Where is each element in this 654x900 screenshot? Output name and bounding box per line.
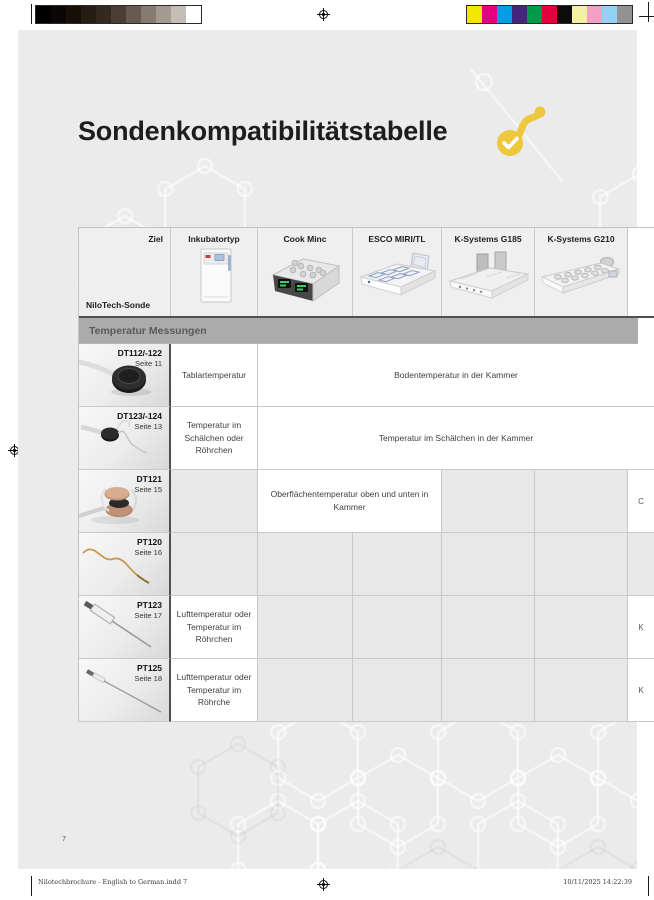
empty-cell: [535, 533, 628, 596]
grayscale-swatch: [186, 6, 201, 23]
device-column-g210: [535, 228, 628, 316]
color-swatch: [482, 6, 497, 23]
value-cell: [171, 407, 258, 470]
grayscale-swatch: [111, 6, 126, 23]
grayscale-swatch: [156, 6, 171, 23]
cell-text: Temperatur im Schälchen oder Röhrchen: [184, 419, 244, 456]
cell-text: Tablartemperatur: [181, 369, 247, 380]
table-row: [79, 533, 654, 596]
color-swatch: [572, 6, 587, 23]
empty-cell: [442, 470, 535, 533]
cell-text: Oberflächentemperatur oben und unten in Kammer: [270, 489, 429, 512]
empty-cell: [442, 533, 535, 596]
footer-filename: Nilotechbrochure - English to German.indd 7: [38, 878, 188, 886]
probe-cell: [79, 533, 171, 596]
table-header-row: [79, 228, 654, 318]
page-number: 7: [62, 834, 67, 843]
color-swatch: [467, 6, 482, 23]
color-swatch: [602, 6, 617, 23]
grayscale-swatch: [96, 6, 111, 23]
cell-text: Lufttemperatur oder Temperatur im Röhrche: [176, 671, 252, 708]
table-row: [79, 659, 654, 722]
cell-text-fragment: K: [638, 622, 644, 632]
grayscale-swatch: [126, 6, 141, 23]
value-cell-merged: [258, 407, 654, 470]
empty-cell: [535, 470, 628, 533]
empty-cell: [353, 596, 442, 659]
color-swatch: [587, 6, 602, 23]
cell-text: Bodentemperatur in der Kammer: [394, 369, 518, 380]
probe-model: PT123: [136, 600, 162, 610]
benchtop-incubator-chambers-photo: [357, 247, 437, 305]
color-bar: [466, 5, 633, 24]
grayscale-swatch: [51, 6, 66, 23]
probe-cell: [79, 407, 171, 470]
table-row: [79, 596, 654, 659]
device-column-label: K-Systems G185: [454, 234, 522, 244]
table-row: [79, 344, 654, 407]
grayscale-bar: [35, 5, 202, 24]
crop-mark: [31, 876, 32, 896]
benchtop-incubator-display-photo: [265, 247, 345, 305]
crop-mark: [648, 2, 649, 22]
section-header-label: Temperatur Messungen: [89, 324, 207, 337]
probe-page-ref: Seite 17: [134, 611, 162, 621]
color-swatch: [497, 6, 512, 23]
grayscale-swatch: [36, 6, 51, 23]
section-header-band: [79, 318, 638, 344]
color-swatch: [512, 6, 527, 23]
device-column-label: K-Systems G210: [547, 234, 615, 244]
probe-model: DT121: [136, 474, 162, 484]
empty-cell: [258, 533, 353, 596]
registration-mark-icon: [317, 878, 330, 891]
benchtop-incubator-lids-photo: [446, 247, 531, 305]
cutoff-cell: [628, 596, 654, 659]
value-cell: [171, 596, 258, 659]
empty-cell: [258, 596, 353, 659]
empty-cell: [353, 659, 442, 722]
probe-model: PT120: [136, 537, 162, 547]
probe-page-ref: Seite 11: [135, 359, 162, 369]
value-cell: [171, 659, 258, 722]
probe-model: DT123/-124: [117, 411, 162, 421]
empty-cell: [171, 533, 258, 596]
color-swatch: [557, 6, 572, 23]
color-swatch: [527, 6, 542, 23]
empty-cell: [353, 533, 442, 596]
table-row: [79, 407, 654, 470]
cutoff-cell: [628, 659, 654, 722]
probe-cell: [79, 596, 171, 659]
grayscale-swatch: [141, 6, 156, 23]
probe-cell: [79, 470, 171, 533]
probe-page-ref: Seite 15: [134, 485, 162, 495]
probe-cell: [79, 659, 171, 722]
value-cell: [171, 344, 258, 407]
empty-cell: [442, 596, 535, 659]
value-cell-merged: [258, 470, 442, 533]
empty-cell: [535, 659, 628, 722]
device-column-inkubatortyp: [171, 228, 258, 316]
probe-page-ref: Seite 13: [134, 422, 162, 432]
grayscale-swatch: [171, 6, 186, 23]
probe-check-icon: [492, 102, 552, 162]
compatibility-table: [78, 227, 654, 722]
cutoff-cell: [628, 470, 654, 533]
crop-mark: [31, 4, 32, 24]
device-column-cutoff: [628, 228, 654, 316]
corner-cell: [79, 228, 171, 316]
empty-cell: [628, 533, 654, 596]
device-column-label: Cook Minc: [283, 234, 327, 244]
grayscale-swatch: [66, 6, 81, 23]
benchtop-incubator-wells-photo: [539, 247, 624, 301]
probe-model: PT125: [136, 663, 162, 673]
cell-text-fragment: C: [638, 496, 644, 506]
corner-label-nilotech-sonde: NiloTech-Sonde: [86, 300, 151, 310]
grayscale-swatch: [81, 6, 96, 23]
page-title: Sondenkompatibilitätstabelle: [78, 116, 448, 146]
color-swatch: [617, 6, 632, 23]
device-column-label: Inkubatortyp: [188, 234, 240, 244]
empty-cell: [258, 659, 353, 722]
crop-mark: [648, 876, 649, 896]
corner-label-ziel: Ziel: [148, 234, 163, 244]
empty-cell: [442, 659, 535, 722]
device-column-esco-miri: [353, 228, 442, 316]
cell-text-fragment: K: [638, 685, 644, 695]
probe-page-ref: Seite 18: [134, 674, 162, 684]
device-column-g185: [442, 228, 535, 316]
empty-cell: [171, 470, 258, 533]
empty-cell: [535, 596, 628, 659]
probe-cell: [79, 344, 171, 407]
color-swatch: [542, 6, 557, 23]
value-cell-merged: [258, 344, 654, 407]
incubator-cabinet-photo: [179, 247, 249, 307]
footer-timestamp: 10/11/2025 14:22:39: [563, 878, 632, 886]
device-column-label: ESCO MIRI/TL: [368, 234, 426, 244]
device-column-cook-minc: [258, 228, 353, 316]
probe-model: DT112/-122: [117, 348, 162, 358]
table-row: [79, 470, 654, 533]
registration-mark-icon: [317, 8, 330, 21]
cell-text: Temperatur im Schälchen in der Kammer: [378, 432, 534, 443]
cell-text: Lufttemperatur oder Temperatur im Röhrchen: [176, 608, 252, 645]
crop-mark: [639, 16, 654, 17]
probe-page-ref: Seite 16: [134, 548, 162, 558]
